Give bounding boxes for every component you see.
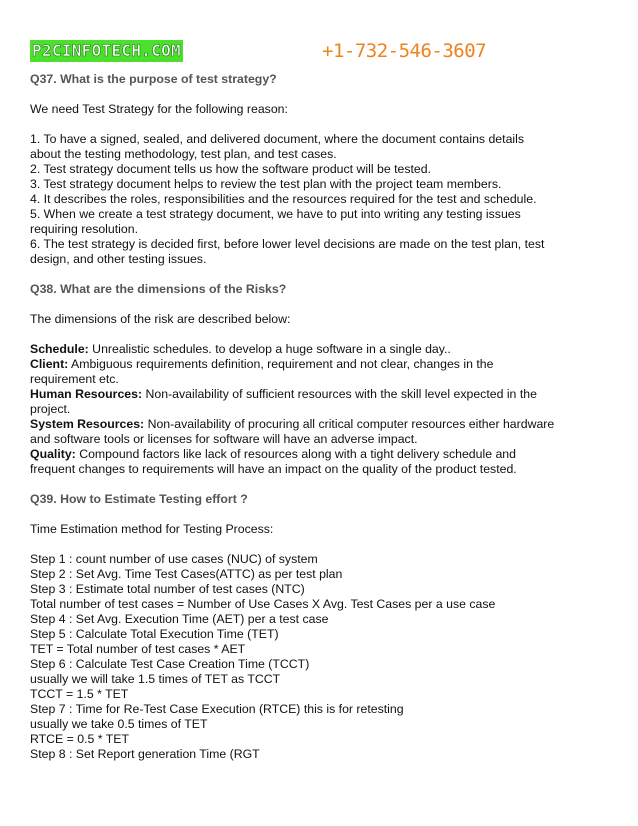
risk-label: Client: [30,357,69,371]
q39-line: Step 5 : Calculate Total Execution Time (TET) [30,627,279,641]
q39-line: Total number of test cases = Number of Use Cases X Avg. Test Cases per a use case [30,597,496,611]
q37-line: 6. The test strategy is decided first, before lower level decisions are made on the test plan, test [30,237,545,251]
risk-text-continued: and software tools or licenses for software will have an adverse impact. [30,432,418,446]
q37-line: design, and other testing issues. [30,252,207,266]
q39-line: Step 2 : Set Avg. Time Test Cases(ATTC) as per test plan [30,567,343,581]
question-37-title: Q37. What is the purpose of test strategy? [30,72,277,86]
document-body [30,72,628,762]
q39-line: TCCT = 1.5 * TET [30,687,129,701]
q39-line: usually we will take 1.5 times of TET as TCCT [30,672,281,686]
q39-line: Step 8 : Set Report generation Time (RGT [30,747,260,761]
q37-line: about the testing methodology, test plan, and test cases. [30,147,337,161]
brand-link[interactable]: P2CINFOTECH.COM [32,41,181,60]
risk-label: Schedule: [30,342,89,356]
risk-item [30,387,628,402]
risk-label: Quality: [30,447,76,461]
question-39-title: Q39. How to Estimate Testing effort ? [30,492,248,506]
q39-line: usually we take 0.5 times of TET [30,717,208,731]
risk-label: System Resources: [30,417,145,431]
q39-line: Step 7 : Time for Re-Test Case Execution (RTCE) this is for retesting [30,702,404,716]
risk-text-continued: project. [30,402,71,416]
risk-text-continued: frequent changes to requirements will have an impact on the quality of the product tested. [30,462,517,476]
risk-item [30,447,628,462]
q37-line: 1. To have a signed, sealed, and delivered document, where the document contains details [30,132,525,146]
q39-line: Step 1 : count number of use cases (NUC) of system [30,552,318,566]
question-37-intro: We need Test Strategy for the following reason: [30,102,288,116]
risk-text: Non-availability of procuring all critical computer resources either hardware [144,417,555,431]
question-39-intro: Time Estimation method for Testing Process: [30,522,274,536]
q39-line: Step 3 : Estimate total number of test cases (NTC) [30,582,305,596]
risk-label: Human Resources: [30,387,143,401]
q39-line: RTCE = 0.5 * TET [30,732,129,746]
question-38-title: Q38. What are the dimensions of the Risks? [30,282,287,296]
risk-item [30,342,628,357]
q37-line: requiring resolution. [30,222,139,236]
risk-item [30,417,628,432]
q37-line: 3. Test strategy document helps to review the test plan with the project team members. [30,177,502,191]
q37-line: 2. Test strategy document tells us how the software product will be tested. [30,162,431,176]
q37-line: 4. It describes the roles, responsibilities and the resources required for the test and schedule. [30,192,537,206]
risk-text: Unrealistic schedules. to develop a huge software in a single day.. [88,342,451,356]
risk-text: Non-availability of sufficient resources with the skill level expected in the [142,387,537,401]
q39-line: Step 4 : Set Avg. Execution Time (AET) per a test case [30,612,329,626]
page-header [30,40,620,64]
risk-text: Compound factors like lack of resources along with a tight delivery schedule and [75,447,516,461]
risk-item [30,357,628,372]
risk-text-continued: requirement etc. [30,372,119,386]
risk-text: Ambiguous requirements definition, requirement and not clear, changes in the [68,357,494,371]
phone-number: +1-732-546-3607 [322,40,487,62]
q37-line: 5. When we create a test strategy document, we have to put into writing any testing issues [30,207,521,221]
question-38-intro: The dimensions of the risk are described below: [30,312,291,326]
q39-line: TET = Total number of test cases * AET [30,642,246,656]
q39-line: Step 6 : Calculate Test Case Creation Time (TCCT) [30,657,310,671]
